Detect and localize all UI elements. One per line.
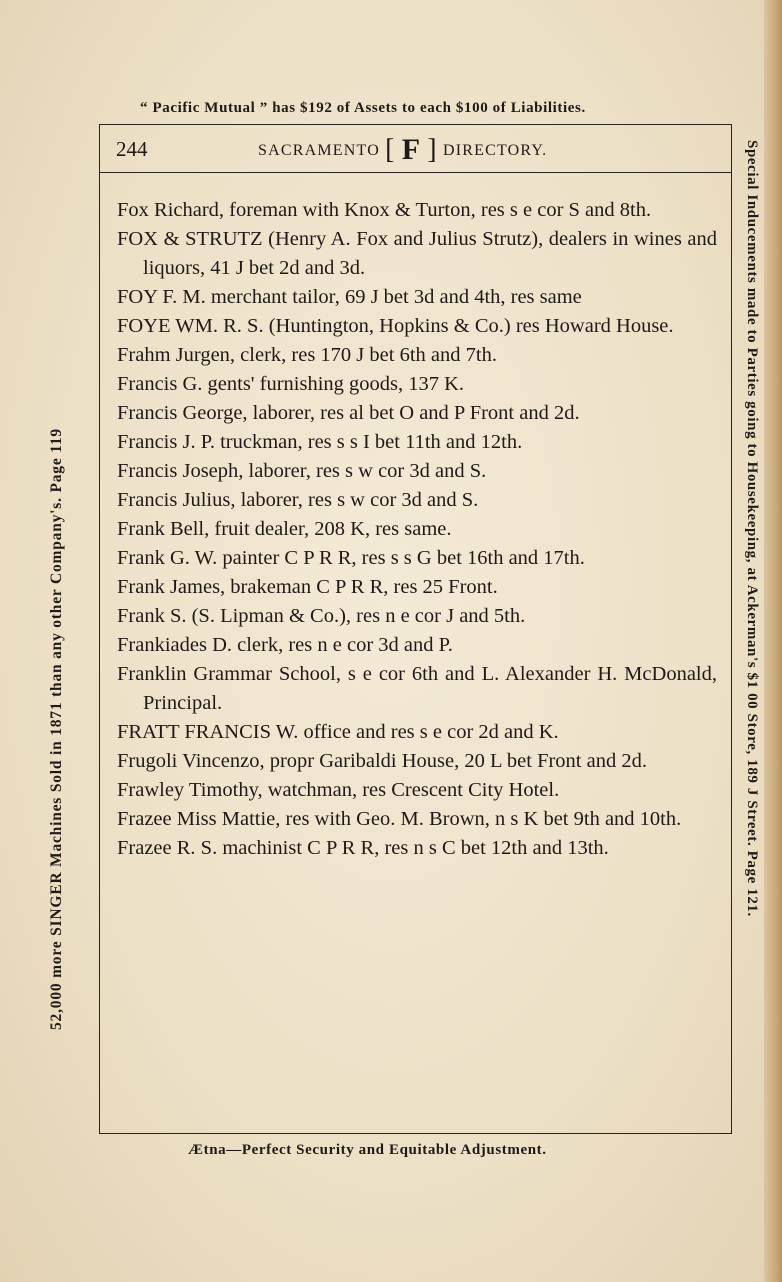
directory-entry: Francis G. gents' furnishing goods, 137 K. — [117, 373, 465, 395]
directory-entry: FRATT FRANCIS W. office and res s e cor 2d and K. — [117, 721, 559, 743]
directory-entry: Frank Bell, fruit dealer, 208 K, res same. — [117, 518, 452, 540]
directory-entry: Frawley Timothy, watchman, res Crescent City Hotel. — [117, 779, 560, 801]
directory-entry: Francis Joseph, laborer, res s w cor 3d and S. — [117, 460, 487, 482]
directory-entry: FOX & STRUTZ (Henry A. Fox and Julius Strutz), dealers in wines and liquors, 41 J bet 2d and 3d. — [117, 228, 717, 279]
running-title-directory: DIRECTORY. — [442, 142, 548, 159]
page-edge — [764, 0, 782, 1282]
directory-entry: Frazee R. S. machinist C P R R, res n s C bet 12th and 13th. — [117, 837, 609, 859]
page-number: 244 — [116, 137, 148, 161]
bracket-close: ] — [427, 134, 438, 165]
directory-entries — [117, 196, 717, 863]
left-margin-advertisement: 52,000 more SINGER Machines Sold in 1871 than any other Company's. Page 119 — [48, 428, 65, 1030]
directory-entry: Francis George, laborer, res al bet O and P Front and 2d. — [117, 402, 580, 424]
directory-entry: Francis J. P. truckman, res s s I bet 11th and 12th. — [117, 431, 523, 453]
running-title-city: SACRAMENTO — [258, 142, 380, 159]
directory-entry: Francis Julius, laborer, res s w cor 3d and S. — [117, 489, 479, 511]
directory-entry: Frank G. W. painter C P R R, res s s G bet 16th and 17th. — [117, 547, 585, 569]
bracket-open: [ — [385, 134, 396, 165]
top-advertisement: “ Pacific Mutual ” has $192 of Assets to each $100 of Liabilities. — [140, 100, 586, 116]
directory-entry: FOYE WM. R. S. (Huntington, Hopkins & Co.) res Howard House. — [117, 315, 674, 337]
directory-entry: FOY F. M. merchant tailor, 69 J bet 3d and 4th, res same — [117, 286, 582, 308]
running-title — [258, 133, 547, 167]
page-header — [116, 133, 726, 165]
directory-entry: Fox Richard, foreman with Knox & Turton, res s e cor S and 8th. — [117, 199, 652, 221]
header-divider — [99, 172, 732, 173]
directory-entry: Franklin Grammar School, s e cor 6th and L. Alexander H. McDonald, Principal. — [117, 663, 717, 714]
section-letter: F — [401, 133, 422, 166]
directory-entry: Frank James, brakeman C P R R, res 25 Front. — [117, 576, 498, 598]
directory-entry: Frugoli Vincenzo, propr Garibaldi House, 20 L bet Front and 2d. — [117, 750, 647, 772]
directory-entry: Frahm Jurgen, clerk, res 170 J bet 6th and 7th. — [117, 344, 497, 366]
bottom-advertisement: Ætna—Perfect Security and Equitable Adjustment. — [188, 1142, 547, 1158]
directory-entry: Frankiades D. clerk, res n e cor 3d and P. — [117, 634, 453, 656]
right-margin-advertisement: Special Inducements made to Parties going to Housekeeping, at Ackerman's $1 00 Store, 189 J Street. Page 121. — [744, 140, 760, 917]
directory-entry: Frank S. (S. Lipman & Co.), res n e cor J and 5th. — [117, 605, 526, 627]
directory-entry: Frazee Miss Mattie, res with Geo. M. Brown, n s K bet 9th and 10th. — [117, 808, 682, 830]
